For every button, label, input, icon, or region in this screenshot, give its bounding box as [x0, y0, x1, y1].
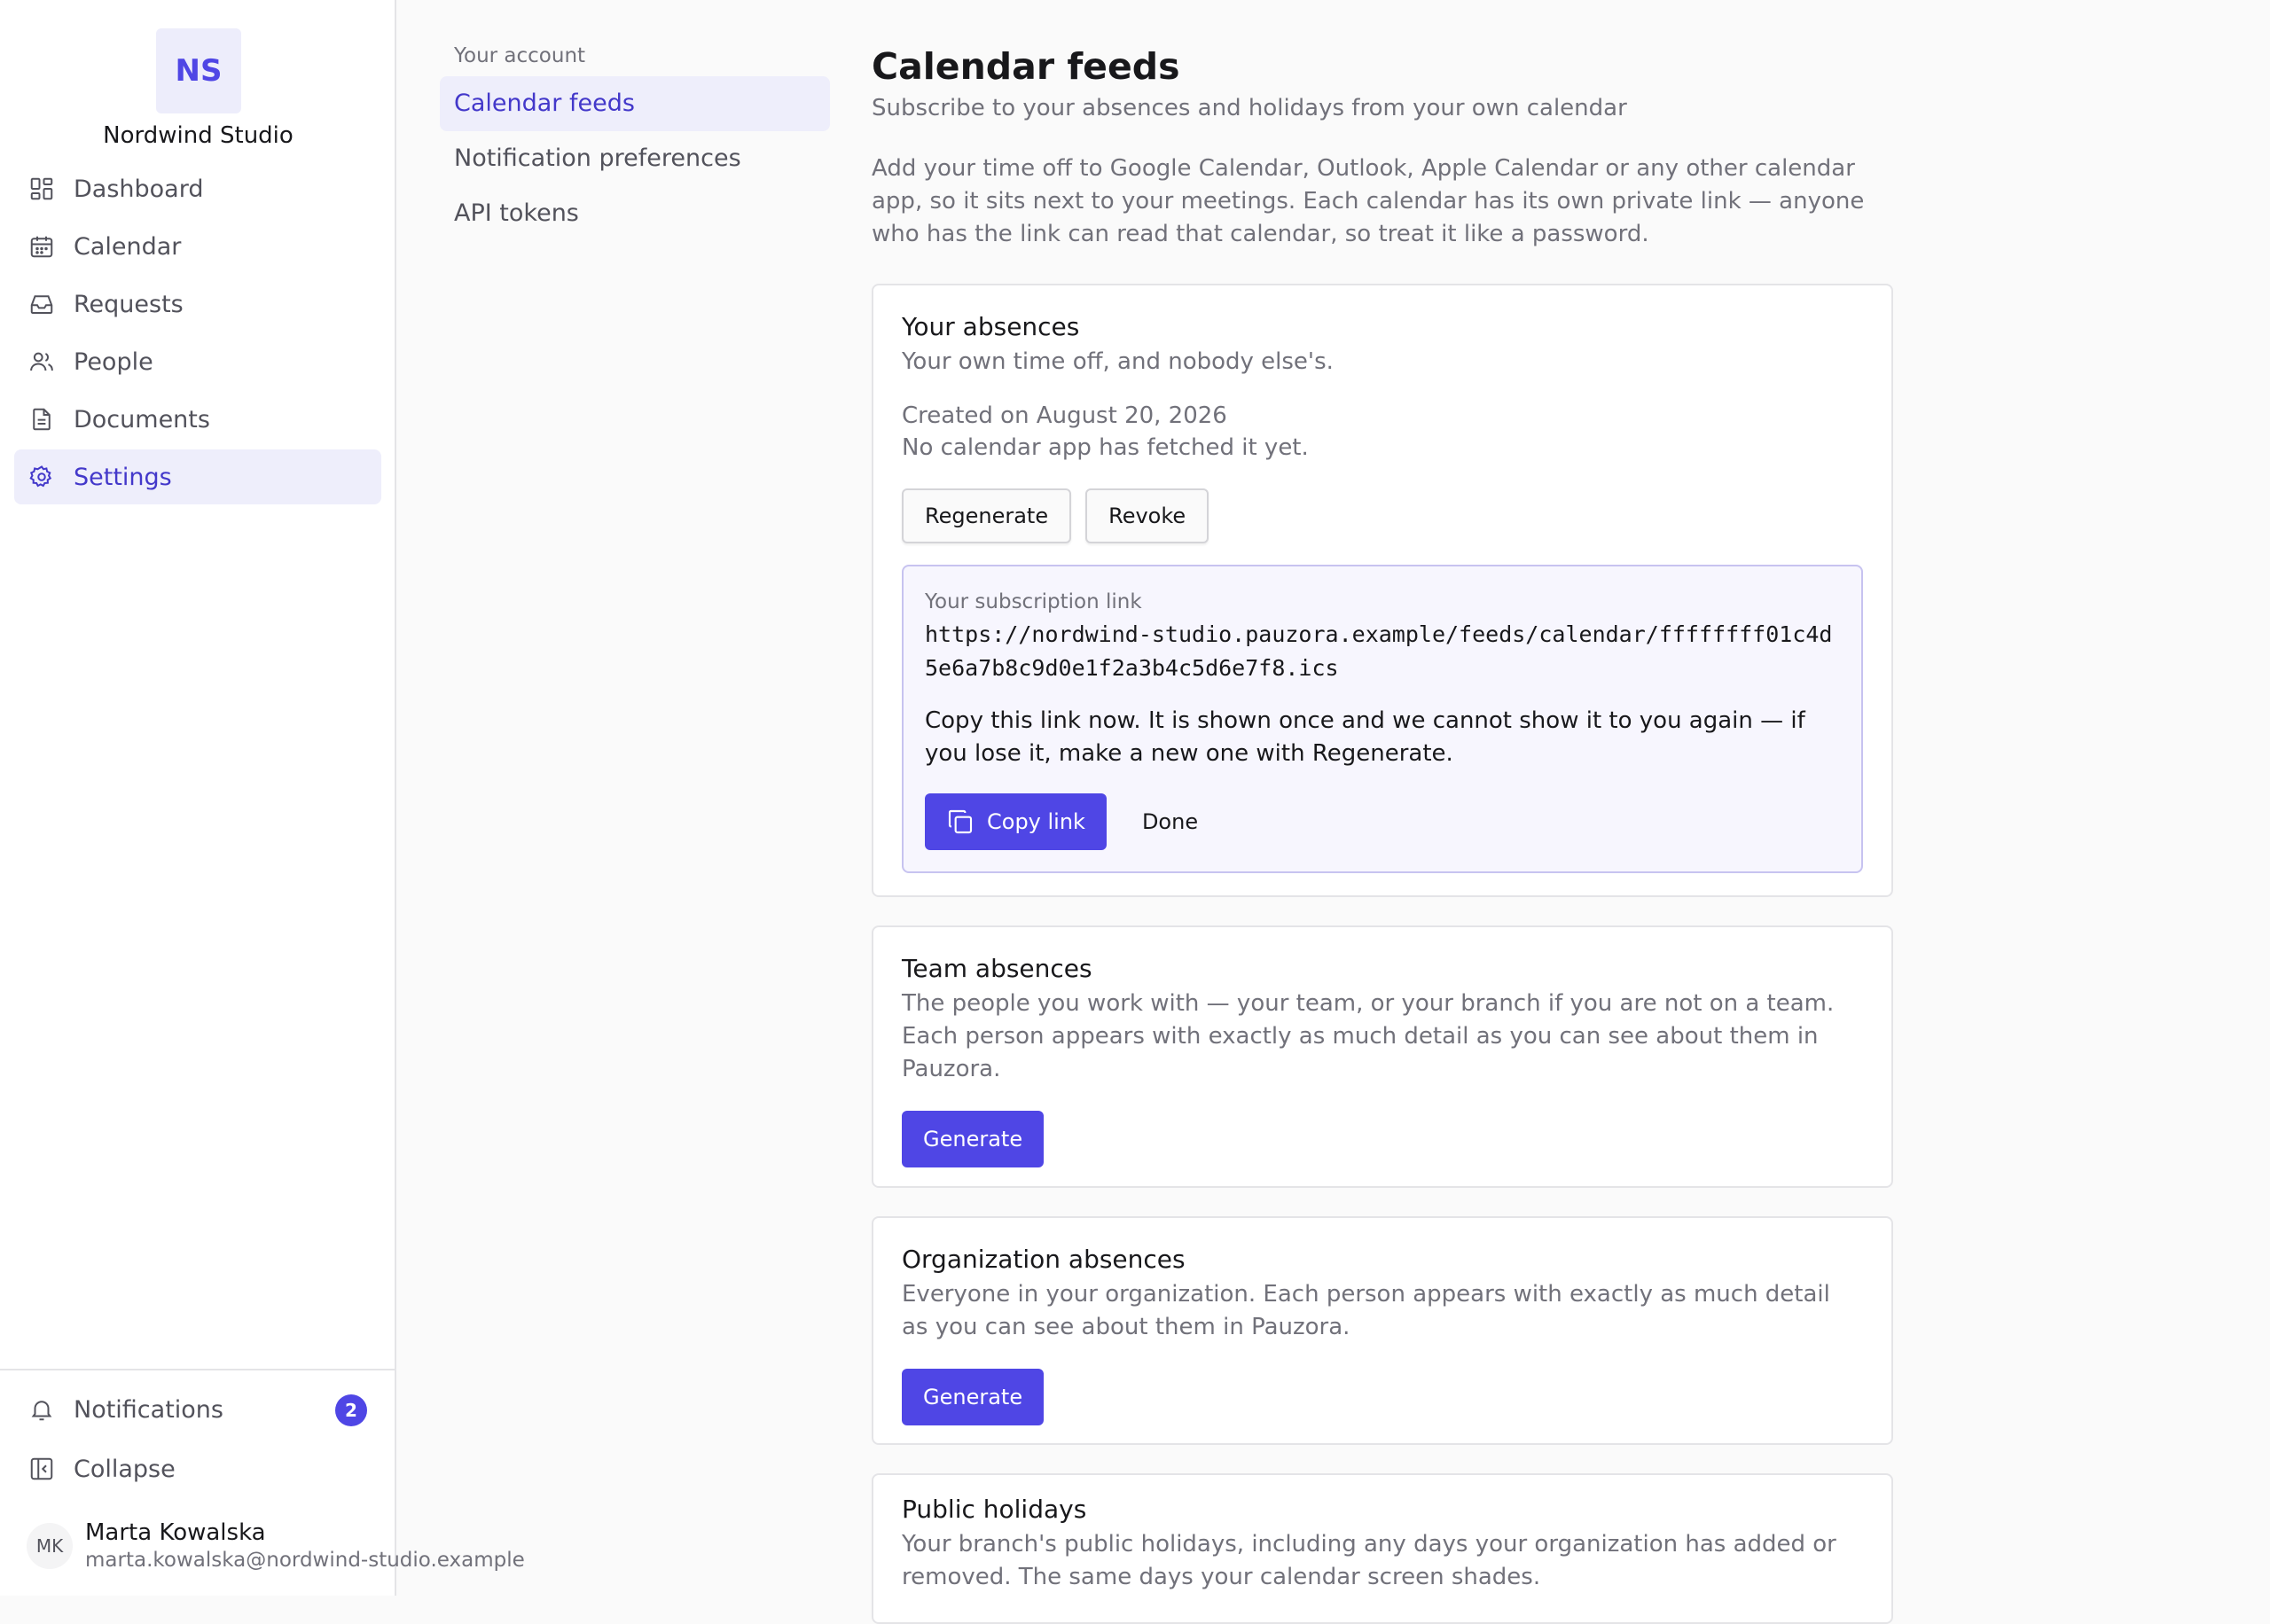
copy-warning-text: Copy this link now. It is shown once and we cannot show it to you again — if you lose it, make a new one with Regenerate. — [925, 707, 1805, 767]
own-absences-card — [872, 284, 1893, 897]
generate-organization-feed-button[interactable]: Generate — [902, 1369, 1044, 1425]
collapse-label: Collapse — [74, 1455, 176, 1483]
card-description: Your branch's public holidays, including any days your organization has added or removed. The same days your calendar screen shades. — [902, 1531, 1836, 1590]
feed-fetch-status: No calendar app has fetched it yet. — [902, 434, 1309, 461]
sidebar-item-settings[interactable] — [14, 449, 381, 504]
organization-absences-card — [872, 1216, 1893, 1445]
sidebar-item-label: Documents — [74, 405, 210, 433]
team-absences-card — [872, 925, 1893, 1188]
gear-icon — [28, 464, 55, 490]
card-description: Your own time off, and nobody else's. — [902, 348, 1334, 375]
card-description: Everyone in your organization. Each person appears with exactly as much detail as you can see about them in Pauzora. — [902, 1281, 1830, 1340]
sidebar-item-label: Dashboard — [74, 175, 204, 203]
feed-created-date: Created on August 20, 2026 — [902, 402, 1227, 429]
subnav-item-notification-preferences[interactable]: Notification preferences — [454, 144, 741, 172]
card-title: Organization absences — [902, 1245, 1186, 1274]
card-title: Your absences — [902, 312, 1080, 341]
user-email: marta.kowalska@nordwind-studio.example — [85, 1549, 525, 1572]
sidebar-item-label: Settings — [74, 463, 172, 491]
dashboard-icon — [28, 176, 55, 202]
inbox-icon — [28, 291, 55, 317]
notifications-label: Notifications — [74, 1395, 223, 1424]
copy-icon — [946, 808, 975, 836]
card-description: The people you work with — your team, or your branch if you are not on a team. Each person appears with exactly as much detail as you can see about them in Pauzora. — [902, 990, 1835, 1082]
done-button[interactable]: Done — [1121, 793, 1219, 850]
page-intro: Add your time off to Google Calendar, Outlook, Apple Calendar or any other calendar app, so it sits next to your meetings. Each calendar has its own private link — anyone who has the link can read that calendar, so treat it like a password. — [872, 155, 1865, 247]
calendar-icon — [28, 233, 55, 260]
subscription-link-url[interactable]: https://nordwind-studio.pauzora.example/feeds/calendar/ffffffff01c4d5e6a7b8c9d0e1f2a3b4c5d6e7f8.ics — [925, 621, 1833, 681]
org-logo[interactable]: NS — [156, 28, 241, 113]
subscription-link-label: Your subscription link — [925, 590, 1142, 613]
sidebar-item-calendar[interactable] — [14, 219, 381, 274]
subnav-item-api-tokens[interactable]: API tokens — [454, 199, 579, 227]
people-icon — [28, 348, 55, 375]
org-name: Nordwind Studio — [103, 122, 294, 149]
sidebar-item-dashboard[interactable] — [14, 161, 381, 216]
avatar: MK — [27, 1523, 73, 1569]
collapse-button[interactable] — [28, 1447, 374, 1491]
sidebar-item-label: Calendar — [74, 232, 182, 261]
bell-icon — [28, 1396, 55, 1423]
generate-team-feed-button[interactable]: Generate — [902, 1111, 1044, 1167]
user-menu[interactable] — [27, 1514, 525, 1578]
notifications-count-badge: 2 — [335, 1394, 367, 1426]
link-actions — [925, 793, 1840, 850]
page-subtitle: Subscribe to your absences and holidays from your own calendar — [872, 95, 1627, 121]
card-title: Team absences — [902, 954, 1092, 983]
sidebar-collapse-icon — [28, 1456, 55, 1482]
subnav-item-calendar-feeds[interactable]: Calendar feeds — [440, 76, 830, 131]
copy-link-button[interactable] — [925, 793, 1107, 850]
sidebar-item-requests[interactable] — [14, 277, 381, 332]
main-nav — [14, 161, 381, 507]
revoke-button[interactable]: Revoke — [1085, 488, 1209, 543]
sidebar-item-documents[interactable] — [14, 392, 381, 447]
sidebar-item-people[interactable] — [14, 334, 381, 389]
public-holidays-card — [872, 1473, 1893, 1624]
sidebar-item-label: People — [74, 347, 153, 376]
document-icon — [28, 406, 55, 433]
page-title: Calendar feeds — [872, 45, 1180, 88]
copy-link-label: Copy link — [987, 809, 1085, 834]
regenerate-button[interactable]: Regenerate — [902, 488, 1071, 543]
user-info — [85, 1519, 525, 1573]
subscription-link-panel — [902, 565, 1863, 873]
notifications-button[interactable] — [28, 1387, 374, 1432]
main-content — [872, 43, 1893, 251]
card-title: Public holidays — [902, 1495, 1087, 1524]
settings-subnav — [440, 41, 830, 241]
sidebar-item-label: Requests — [74, 290, 184, 318]
subnav-heading: Your account — [454, 44, 586, 67]
user-name: Marta Kowalska — [85, 1519, 266, 1546]
sidebar-divider — [0, 1369, 396, 1370]
